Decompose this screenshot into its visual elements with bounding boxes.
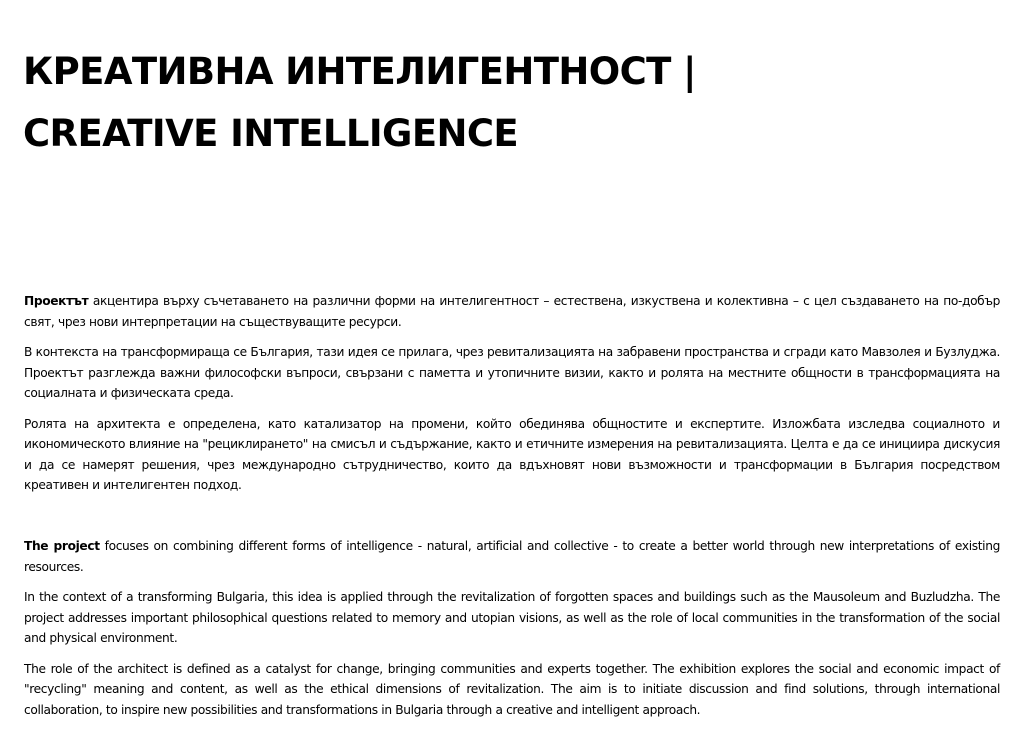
- title-line-bulgarian: КРЕАТИВНА ИНТЕЛИГЕНТНОСТ |: [23, 50, 696, 93]
- english-paragraph-3: The role of the architect is defined as a catalyst for change, bringing communities and experts together. The exhibition explores the social and economic impact of "recycling" meaning and content, as well as the ethical dimensions of revitalization. The aim is to initiate discussion and find solutions, through international collaboration, to inspire new possibilities and transformations in Bulgaria through a creative and intelligent approach.: [24, 661, 1000, 717]
- bulgarian-text-section: [24, 291, 1000, 506]
- bulgarian-paragraph-1: [24, 291, 1000, 332]
- english-paragraph-1-text: focuses on combining different forms of intelligence - natural, artificial and collective - to create a better world through new interpretations of existing resources.: [24, 539, 1000, 574]
- english-paragraph-1-lead: The project: [24, 539, 100, 553]
- bulgarian-paragraph-1-lead: Проектът: [24, 294, 89, 308]
- title-line-english: CREATIVE INTELLIGENCE: [23, 112, 519, 155]
- english-text-section: [24, 536, 1000, 730]
- english-paragraph-1: [24, 536, 1000, 577]
- bulgarian-paragraph-3: Ролята на архитекта е определена, като катализатор на промени, който обединява общностите и експертите. Изложбата изследва социалното и икономическото влияние на "рециклирането" на смисъл и съдържание, както и етичните измерения на ревитализацията. Целта е да се инициира дискусия и да се намерят решения, чрез международно сътрудничество, които да вдъхновят нови възможности и трансформации в България посредством креативен и интелигентен подход.: [24, 416, 1000, 492]
- bulgarian-paragraph-2: В контекста на трансформираща се България, тази идея се прилага, чрез ревитализацията на забравени пространства и сгради като Мавзолея и Бузлуджа. Проектът разглежда важни философски въпроси, свързани с паметта и утопичните визии, както и ролята на местните общности в трансформацията на социалната и физическата среда.: [24, 345, 1000, 400]
- bulgarian-paragraph-1-text: акцентира върху съчетаването на различни форми на интелигентност – естествена, изкуствена и колективна – с цел създаването на по-добър свят, чрез нови интерпретации на съществуващите ресурси.: [24, 294, 1000, 329]
- english-paragraph-2: In the context of a transforming Bulgaria, this idea is applied through the revitalization of forgotten spaces and buildings such as the Mausoleum and Buzludzha. The project addresses important philosophical questions related to memory and utopian visions, as well as the role of local communities in the transformation of the social and physical environment.: [24, 590, 1000, 645]
- page-title: [23, 41, 923, 165]
